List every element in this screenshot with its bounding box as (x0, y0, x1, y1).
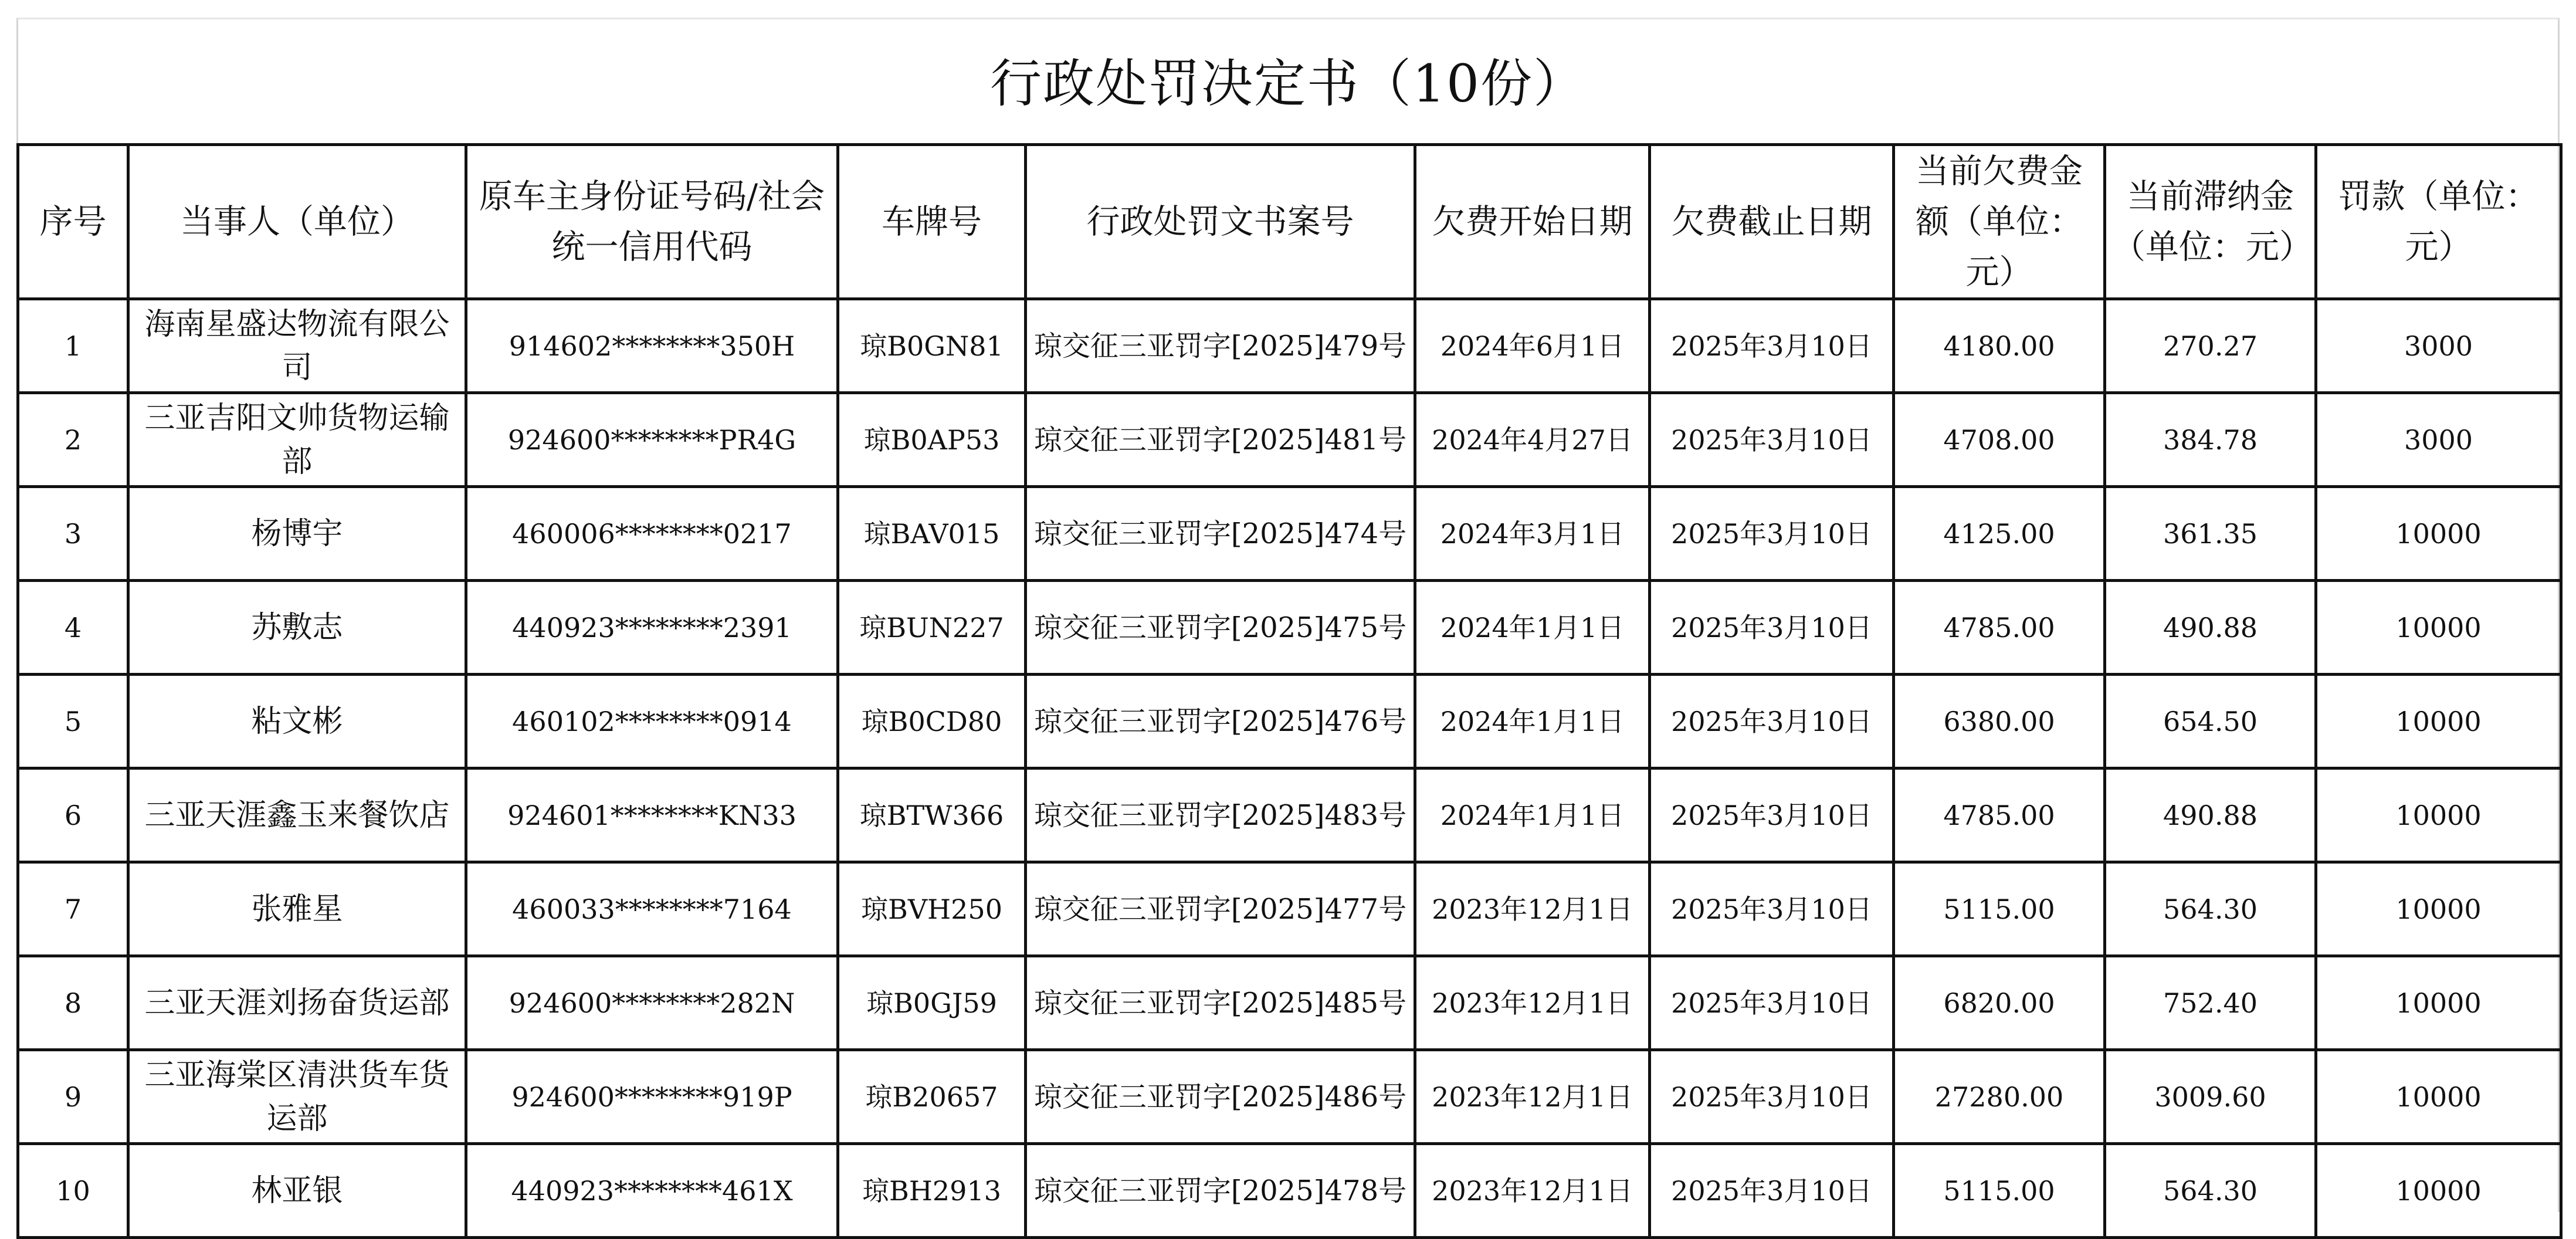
cell-party: 海南星盛达物流有限公司 (128, 299, 466, 393)
cell-end-date: 2025年3月10日 (1650, 1144, 1894, 1238)
table-row (18, 956, 2561, 1050)
header-cell-end-date: 欠费截止日期 (1650, 145, 1894, 299)
cell-start-date: 2024年1月1日 (1415, 769, 1650, 862)
cell-late-fee: 564.30 (2105, 1144, 2316, 1238)
cell-late-fee: 654.50 (2105, 675, 2316, 769)
cell-plate: 琼BVH250 (838, 862, 1026, 956)
table-row (18, 299, 2561, 393)
cell-id-code: 914602********350H (466, 299, 838, 393)
cell-end-date: 2025年3月10日 (1650, 1050, 1894, 1144)
cell-party: 三亚海棠区清洪货车货运部 (128, 1050, 466, 1144)
cell-plate: 琼B0GN81 (838, 299, 1026, 393)
header-cell-no: 序号 (18, 145, 128, 299)
cell-no: 3 (18, 487, 128, 581)
cell-case-no: 琼交征三亚罚字[2025]476号 (1026, 675, 1415, 769)
cell-id-code: 460102********0914 (466, 675, 838, 769)
cell-id-code: 924601********KN33 (466, 769, 838, 862)
cell-fine: 10000 (2316, 956, 2561, 1050)
cell-late-fee: 384.78 (2105, 393, 2316, 487)
cell-arrears: 4785.00 (1894, 769, 2105, 862)
cell-fine: 10000 (2316, 1144, 2561, 1238)
cell-party: 三亚吉阳文帅货物运输部 (128, 393, 466, 487)
cell-end-date: 2025年3月10日 (1650, 956, 1894, 1050)
cell-late-fee: 490.88 (2105, 581, 2316, 675)
table-row (18, 1144, 2561, 1238)
table-row (18, 769, 2561, 862)
cell-arrears: 4785.00 (1894, 581, 2105, 675)
cell-no: 5 (18, 675, 128, 769)
cell-start-date: 2024年1月1日 (1415, 581, 1650, 675)
cell-no: 7 (18, 862, 128, 956)
cell-case-no: 琼交征三亚罚字[2025]483号 (1026, 769, 1415, 862)
cell-late-fee: 361.35 (2105, 487, 2316, 581)
header-cell-fine: 罚款（单位：元） (2316, 145, 2561, 299)
cell-id-code: 440923********461X (466, 1144, 838, 1238)
cell-case-no: 琼交征三亚罚字[2025]481号 (1026, 393, 1415, 487)
cell-late-fee: 3009.60 (2105, 1050, 2316, 1144)
cell-no: 9 (18, 1050, 128, 1144)
cell-case-no: 琼交征三亚罚字[2025]486号 (1026, 1050, 1415, 1144)
cell-end-date: 2025年3月10日 (1650, 487, 1894, 581)
table-row (18, 393, 2561, 487)
cell-arrears: 6380.00 (1894, 675, 2105, 769)
header-row (18, 145, 2561, 299)
cell-plate: 琼BAV015 (838, 487, 1026, 581)
cell-fine: 10000 (2316, 581, 2561, 675)
cell-plate: 琼B0CD80 (838, 675, 1026, 769)
cell-end-date: 2025年3月10日 (1650, 769, 1894, 862)
cell-id-code: 440923********2391 (466, 581, 838, 675)
cell-fine: 10000 (2316, 769, 2561, 862)
cell-party: 粘文彬 (128, 675, 466, 769)
cell-late-fee: 564.30 (2105, 862, 2316, 956)
cell-no: 10 (18, 1144, 128, 1238)
cell-late-fee: 752.40 (2105, 956, 2316, 1050)
cell-no: 8 (18, 956, 128, 1050)
penalty-table (16, 143, 2563, 1239)
cell-arrears: 6820.00 (1894, 956, 2105, 1050)
cell-start-date: 2024年1月1日 (1415, 675, 1650, 769)
cell-start-date: 2024年6月1日 (1415, 299, 1650, 393)
cell-party: 三亚天涯鑫玉来餐饮店 (128, 769, 466, 862)
cell-fine: 3000 (2316, 393, 2561, 487)
cell-end-date: 2025年3月10日 (1650, 675, 1894, 769)
table-row (18, 487, 2561, 581)
cell-no: 1 (18, 299, 128, 393)
cell-case-no: 琼交征三亚罚字[2025]475号 (1026, 581, 1415, 675)
cell-case-no: 琼交征三亚罚字[2025]485号 (1026, 956, 1415, 1050)
cell-start-date: 2023年12月1日 (1415, 956, 1650, 1050)
header-cell-case-no: 行政处罚文书案号 (1026, 145, 1415, 299)
cell-party: 张雅星 (128, 862, 466, 956)
cell-party: 苏敷志 (128, 581, 466, 675)
cell-party: 林亚银 (128, 1144, 466, 1238)
cell-party: 杨博宇 (128, 487, 466, 581)
cell-plate: 琼BUN227 (838, 581, 1026, 675)
cell-start-date: 2024年4月27日 (1415, 393, 1650, 487)
cell-fine: 10000 (2316, 675, 2561, 769)
cell-plate: 琼BTW366 (838, 769, 1026, 862)
header-cell-late-fee: 当前滞纳金（单位：元） (2105, 145, 2316, 299)
cell-end-date: 2025年3月10日 (1650, 862, 1894, 956)
cell-party: 三亚天涯刘扬奋货运部 (128, 956, 466, 1050)
header-cell-party: 当事人（单位） (128, 145, 466, 299)
cell-fine: 3000 (2316, 299, 2561, 393)
document-title: 行政处罚决定书（10份） (990, 53, 1586, 114)
cell-plate: 琼BH2913 (838, 1144, 1026, 1238)
table-body (18, 299, 2561, 1238)
cell-plate: 琼B20657 (838, 1050, 1026, 1144)
cell-no: 6 (18, 769, 128, 862)
cell-id-code: 924600********PR4G (466, 393, 838, 487)
cell-start-date: 2023年12月1日 (1415, 1144, 1650, 1238)
cell-id-code: 924600********919P (466, 1050, 838, 1144)
table-row (18, 581, 2561, 675)
cell-case-no: 琼交征三亚罚字[2025]474号 (1026, 487, 1415, 581)
cell-id-code: 460006********0217 (466, 487, 838, 581)
cell-arrears: 5115.00 (1894, 862, 2105, 956)
table-row (18, 1050, 2561, 1144)
cell-end-date: 2025年3月10日 (1650, 299, 1894, 393)
cell-arrears: 27280.00 (1894, 1050, 2105, 1144)
cell-id-code: 460033********7164 (466, 862, 838, 956)
cell-arrears: 4708.00 (1894, 393, 2105, 487)
cell-case-no: 琼交征三亚罚字[2025]477号 (1026, 862, 1415, 956)
table-header (18, 145, 2561, 299)
cell-start-date: 2023年12月1日 (1415, 1050, 1650, 1144)
header-cell-plate: 车牌号 (838, 145, 1026, 299)
cell-plate: 琼B0GJ59 (838, 956, 1026, 1050)
cell-no: 2 (18, 393, 128, 487)
cell-arrears: 4180.00 (1894, 299, 2105, 393)
cell-case-no: 琼交征三亚罚字[2025]479号 (1026, 299, 1415, 393)
cell-fine: 10000 (2316, 1050, 2561, 1144)
cell-end-date: 2025年3月10日 (1650, 581, 1894, 675)
cell-late-fee: 490.88 (2105, 769, 2316, 862)
header-cell-arrears: 当前欠费金额（单位：元） (1894, 145, 2105, 299)
cell-no: 4 (18, 581, 128, 675)
cell-start-date: 2024年3月1日 (1415, 487, 1650, 581)
table-row (18, 675, 2561, 769)
cell-fine: 10000 (2316, 862, 2561, 956)
cell-case-no: 琼交征三亚罚字[2025]478号 (1026, 1144, 1415, 1238)
cell-plate: 琼B0AP53 (838, 393, 1026, 487)
cell-late-fee: 270.27 (2105, 299, 2316, 393)
cell-fine: 10000 (2316, 487, 2561, 581)
cell-arrears: 5115.00 (1894, 1144, 2105, 1238)
table-row (18, 862, 2561, 956)
cell-start-date: 2023年12月1日 (1415, 862, 1650, 956)
header-cell-start-date: 欠费开始日期 (1415, 145, 1650, 299)
cell-end-date: 2025年3月10日 (1650, 393, 1894, 487)
cell-arrears: 4125.00 (1894, 487, 2105, 581)
header-cell-id-code: 原车主身份证号码/社会统一信用代码 (466, 145, 838, 299)
cell-id-code: 924600********282N (466, 956, 838, 1050)
